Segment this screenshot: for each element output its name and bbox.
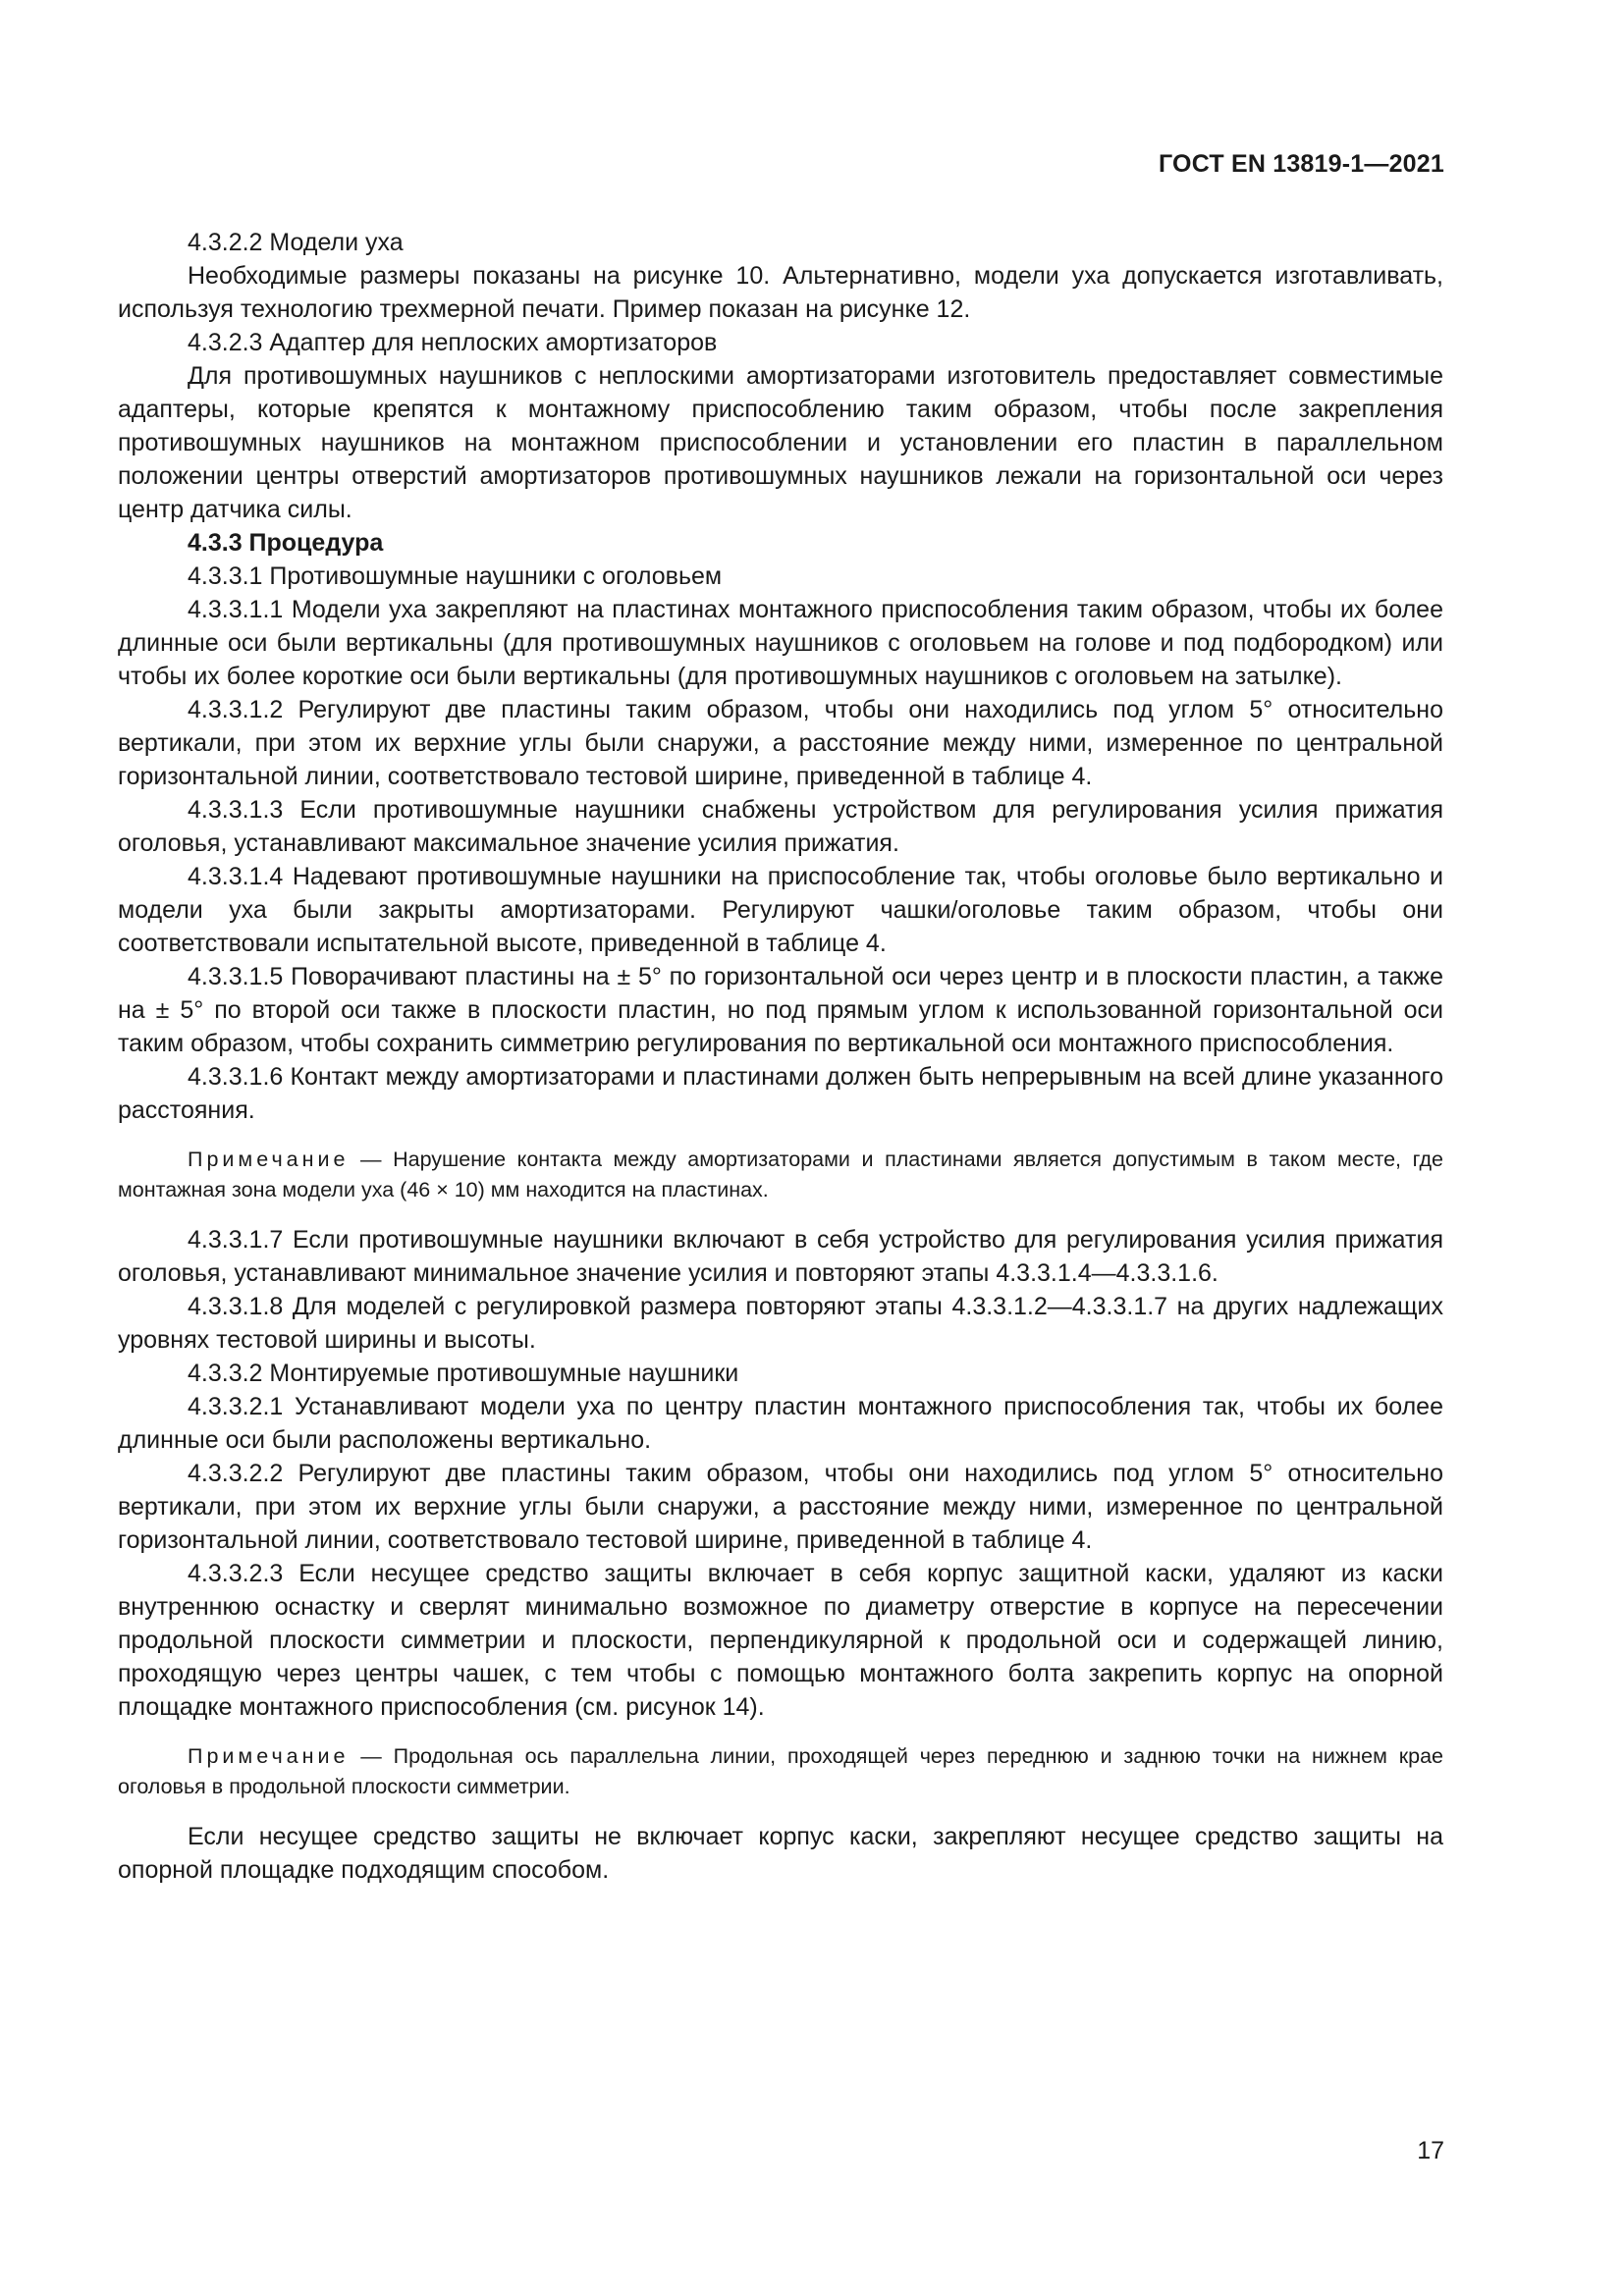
paragraph: Для противошумных наушников с неплоскими амортизаторами изготовитель предоставляет совместимые адаптеры, которые крепятся к монтажному приспособлению таким образом, чтобы после закрепления противошумных наушников на монтажном приспособлении и установлении его пластин в параллельном положении центры отверстий амортизаторов противошумных наушников лежали на горизонтальной оси через центр датчика силы. bbox=[118, 362, 1443, 523]
section-heading-bold: 4.3.3 Процедура bbox=[188, 529, 384, 557]
paragraph: 4.3.3.1.3 Если противошумные наушники снабжены устройством для регулирования усилия прижатия оголовья, устанавливают максимальное значение усилия прижатия. bbox=[118, 796, 1443, 857]
paragraph: 4.3.3.1.8 Для моделей с регулировкой размера повторяют этапы 4.3.3.1.2—4.3.3.1.7 на других надлежащих уровнях тестовой ширины и высоты. bbox=[118, 1293, 1443, 1354]
page-number: 17 bbox=[1417, 2137, 1444, 2164]
paragraph: 4.3.3.2.2 Регулируют две пластины таким образом, чтобы они находились под углом 5° относительно вертикали, при этом их верхние углы были снаружи, а расстояние между ними, измеренное по центральной горизонтальной линии, соответствовало тестовой ширине, приведенной в таблице 4. bbox=[118, 1460, 1443, 1554]
note bbox=[118, 1145, 1443, 1205]
document-body bbox=[118, 226, 1443, 1887]
note-label: Примечание bbox=[188, 1148, 350, 1171]
note-label: Примечание bbox=[188, 1744, 350, 1768]
paragraph: 4.3.3.1.4 Надевают противошумные наушники на приспособление так, чтобы оголовье было вертикально и модели уха были закрыты амортизаторами. Регулируют чашки/оголовье таким образом, чтобы они соответствовали испытательной высоте, приведенной в таблице 4. bbox=[118, 863, 1443, 957]
note-text: — Продольная ось параллельна линии, проходящей через переднюю и заднюю точки на нижнем крае оголовья в продольной плоскости симметрии. bbox=[118, 1744, 1443, 1798]
section-heading: 4.3.3.1 Противошумные наушники с оголовьем bbox=[188, 562, 723, 590]
section-heading: 4.3.3.2 Монтируемые противошумные наушники bbox=[188, 1360, 739, 1387]
section-heading: 4.3.2.3 Адаптер для неплоских амортизаторов bbox=[188, 329, 718, 356]
paragraph: 4.3.3.1.2 Регулируют две пластины таким образом, чтобы они находились под углом 5° относительно вертикали, при этом их верхние углы были снаружи, а расстояние между ними, измеренное по центральной горизонтальной линии, соответствовало тестовой ширине, приведенной в таблице 4. bbox=[118, 696, 1443, 790]
note-text: — Нарушение контакта между амортизаторами и пластинами является допустимым в таком месте, где монтажная зона модели уха (46 × 10) мм находится на пластинах. bbox=[118, 1148, 1443, 1201]
paragraph: 4.3.3.2.1 Устанавливают модели уха по центру пластин монтажного приспособления так, чтобы их более длинные оси были расположены вертикально. bbox=[118, 1393, 1443, 1454]
note bbox=[118, 1741, 1443, 1802]
paragraph: 4.3.3.1.1 Модели уха закрепляют на пластинах монтажного приспособления таким образом, чтобы их более длинные оси были вертикальны (для противошумных наушников с оголовьем на голове и под подбородком) или чтобы их более короткие оси были вертикальны (для противошумных наушников с оголовьем на затылке). bbox=[118, 596, 1443, 690]
document-header: ГОСТ EN 13819-1—2021 bbox=[1159, 150, 1444, 178]
paragraph: 4.3.3.2.3 Если несущее средство защиты включает в себя корпус защитной каски, удаляют из каски внутреннюю оснастку и сверлят минимально возможное по диаметру отверстие в корпусе на пересечении продольной плоскости симметрии и плоскости, перпендикулярной к продольной оси и содержащей линию, проходящую через центры чашек, с тем чтобы с помощью монтажного болта закрепить корпус на опорной площадке монтажного приспособления (см. рисунок 14). bbox=[118, 1560, 1443, 1721]
paragraph: Необходимые размеры показаны на рисунке 10. Альтернативно, модели уха допускается изготавливать, используя технологию трехмерной печати. Пример показан на рисунке 12. bbox=[118, 262, 1443, 323]
paragraph: 4.3.3.1.5 Поворачивают пластины на ± 5° по горизонтальной оси через центр и в плоскости пластин, а также на ± 5° по второй оси также в плоскости пластин, но под прямым углом к использованной горизонтальной оси таким образом, чтобы сохранить симметрию регулирования по вертикальной оси монтажного приспособления. bbox=[118, 963, 1443, 1057]
paragraph: 4.3.3.1.7 Если противошумные наушники включают в себя устройство для регулирования усилия прижатия оголовья, устанавливают минимальное значение усилия и повторяют этапы 4.3.3.1.4—4.3.3.1.6. bbox=[118, 1226, 1443, 1287]
paragraph: Если несущее средство защиты не включает корпус каски, закрепляют несущее средство защиты на опорной площадке подходящим способом. bbox=[118, 1823, 1443, 1884]
section-heading: 4.3.2.2 Модели уха bbox=[188, 229, 404, 256]
paragraph: 4.3.3.1.6 Контакт между амортизаторами и пластинами должен быть непрерывным на всей длине указанного расстояния. bbox=[118, 1063, 1443, 1124]
